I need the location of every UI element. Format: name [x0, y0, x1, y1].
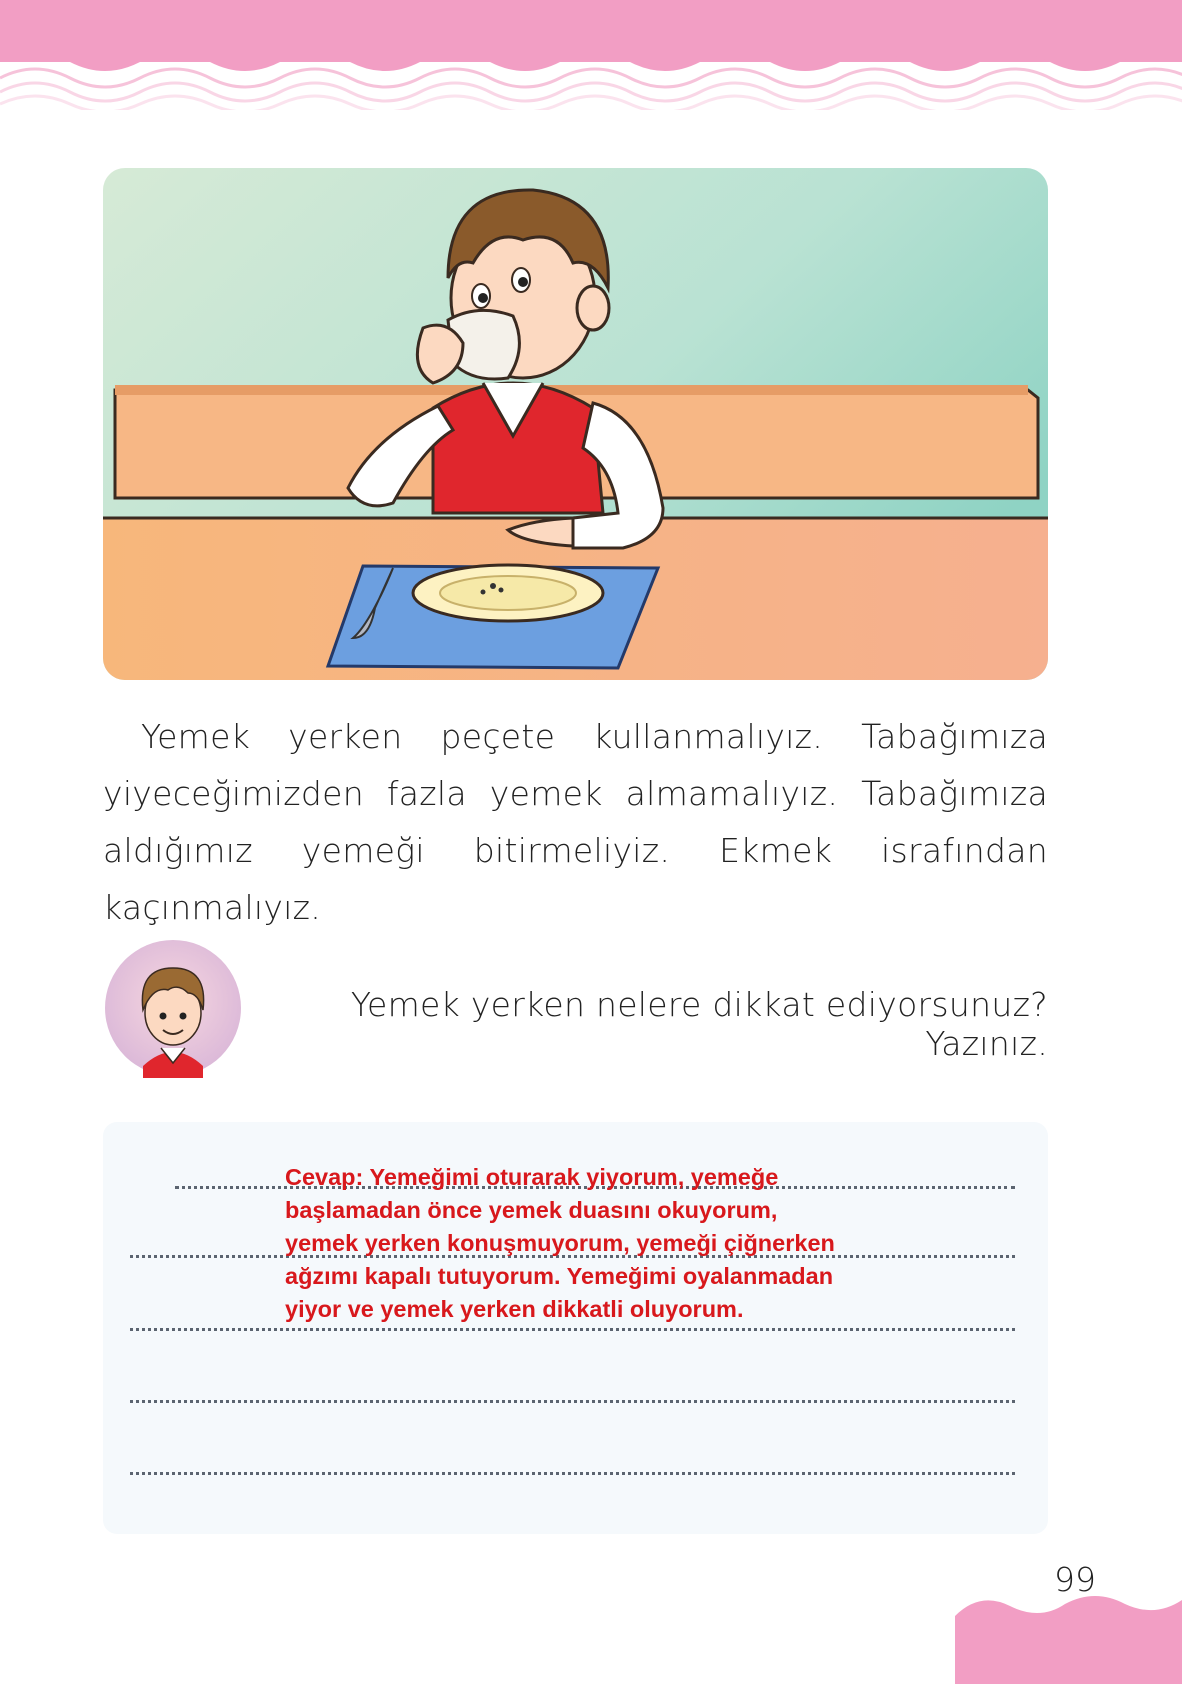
boy-wiping-mouth-illustration [103, 168, 1048, 680]
question-prompt: Yemek yerken nelere dikkat ediyorsunuz? Yazınız. [350, 985, 1048, 1063]
dotted-line [130, 1400, 1015, 1403]
top-wave-band [0, 0, 1182, 110]
corner-wave-decoration [955, 1586, 1182, 1684]
answer-text [285, 1161, 905, 1326]
answer-line: Cevap: Yemeğimi oturarak yiyorum, yemeğe [285, 1164, 779, 1190]
answer-line: başlamadan önce yemek duasını okuyorum, [285, 1197, 778, 1223]
lesson-paragraph: Yemek yerken peçete kullanmalıyız. Tabağımıza yiyeceğimizden fazla yemek almamalıyız. Tabağımıza aldığımız yemeği bitirmeliyiz. Ekmek israfından kaçınmalıyız. [103, 717, 1048, 927]
dotted-line [130, 1328, 1015, 1331]
boy-avatar-icon [103, 938, 243, 1078]
page-number: 99 [1054, 1560, 1096, 1599]
answer-line: ağzımı kapalı tutuyorum. Yemeğimi oyalanmadan [285, 1263, 834, 1289]
answer-line: yiyor ve yemek yerken dikkatli oluyorum. [285, 1296, 744, 1322]
answer-line: yemek yerken konuşmuyorum, yemeği çiğnerken [285, 1230, 835, 1256]
dotted-line [130, 1472, 1015, 1475]
